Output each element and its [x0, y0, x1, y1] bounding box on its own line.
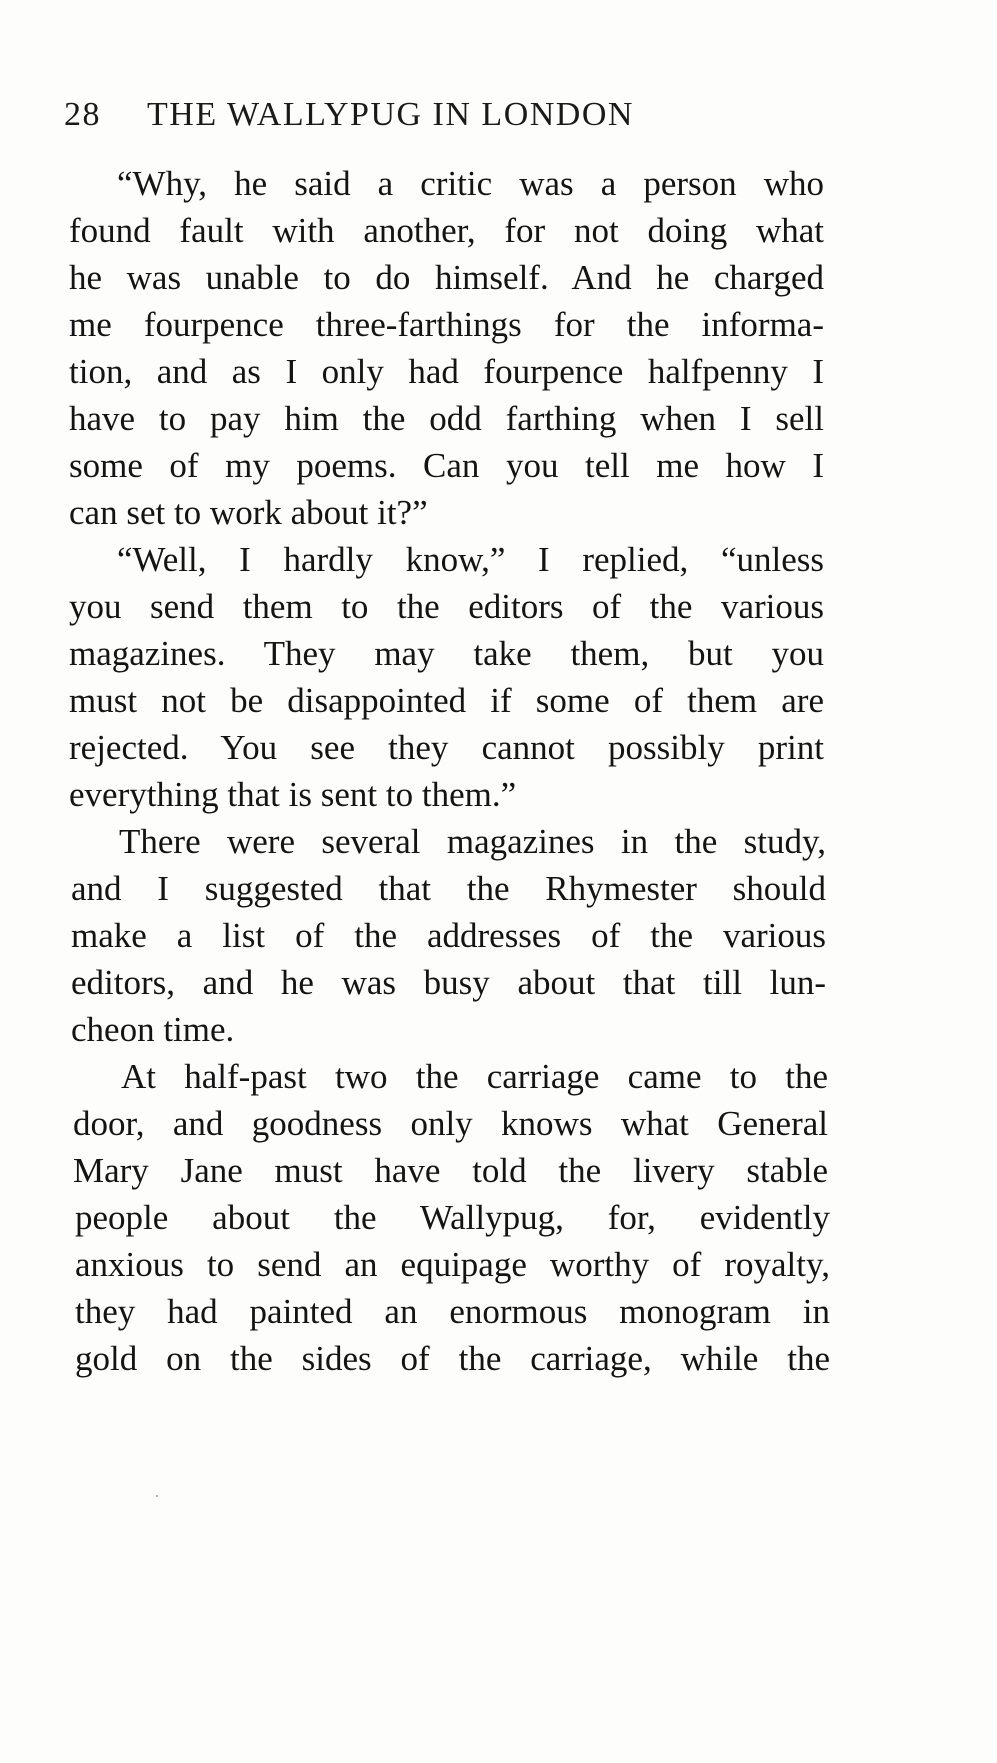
text-line: he was unable to do himself. And he charged [69, 258, 824, 297]
text-line: tion, and as I only had fourpence halfpenny I [69, 352, 824, 391]
text-line: make a list of the addresses of the various [71, 916, 826, 955]
text-line: can set to work about it?” [69, 493, 428, 532]
text-line: cheon time. [71, 1010, 235, 1049]
text-line: me fourpence three-farthings for the informa- [69, 305, 824, 344]
text-line: and I suggested that the Rhymester should [71, 869, 826, 908]
text-line: Mary Jane must have told the livery stable [73, 1151, 828, 1190]
text-line: “Well, I hardly know,” I replied, “unless [117, 540, 824, 579]
text-line: have to pay him the odd farthing when I sell [69, 399, 824, 438]
text-line: they had painted an enormous monogram in [75, 1292, 830, 1331]
text-line: door, and goodness only knows what General [73, 1104, 828, 1143]
text-line: There were several magazines in the study, [119, 822, 826, 861]
page-number: 28 [64, 96, 101, 133]
text-line: rejected. You see they cannot possibly print [69, 728, 824, 767]
text-line: gold on the sides of the carriage, while the [75, 1339, 830, 1378]
text-line: found fault with another, for not doing what [69, 211, 824, 250]
running-header [64, 96, 824, 134]
running-title: THE WALLYPUG IN LONDON [147, 96, 634, 133]
text-line: magazines. They may take them, but you [69, 634, 824, 673]
text-line: editors, and he was busy about that till lun- [71, 963, 826, 1002]
text-line: anxious to send an equipage worthy of royalty, [75, 1245, 830, 1284]
text-line: you send them to the editors of the various [69, 587, 824, 626]
text-line: some of my poems. Can you tell me how I [69, 446, 824, 485]
text-line: At half-past two the carriage came to the [121, 1057, 828, 1096]
text-line: “Why, he said a critic was a person who [117, 164, 824, 203]
body-text [69, 160, 830, 1382]
print-speck [156, 1495, 158, 1497]
text-line: everything that is sent to them.” [69, 775, 517, 814]
text-line: people about the Wallypug, for, evidently [75, 1198, 830, 1237]
text-line: must not be disappointed if some of them are [69, 681, 824, 720]
